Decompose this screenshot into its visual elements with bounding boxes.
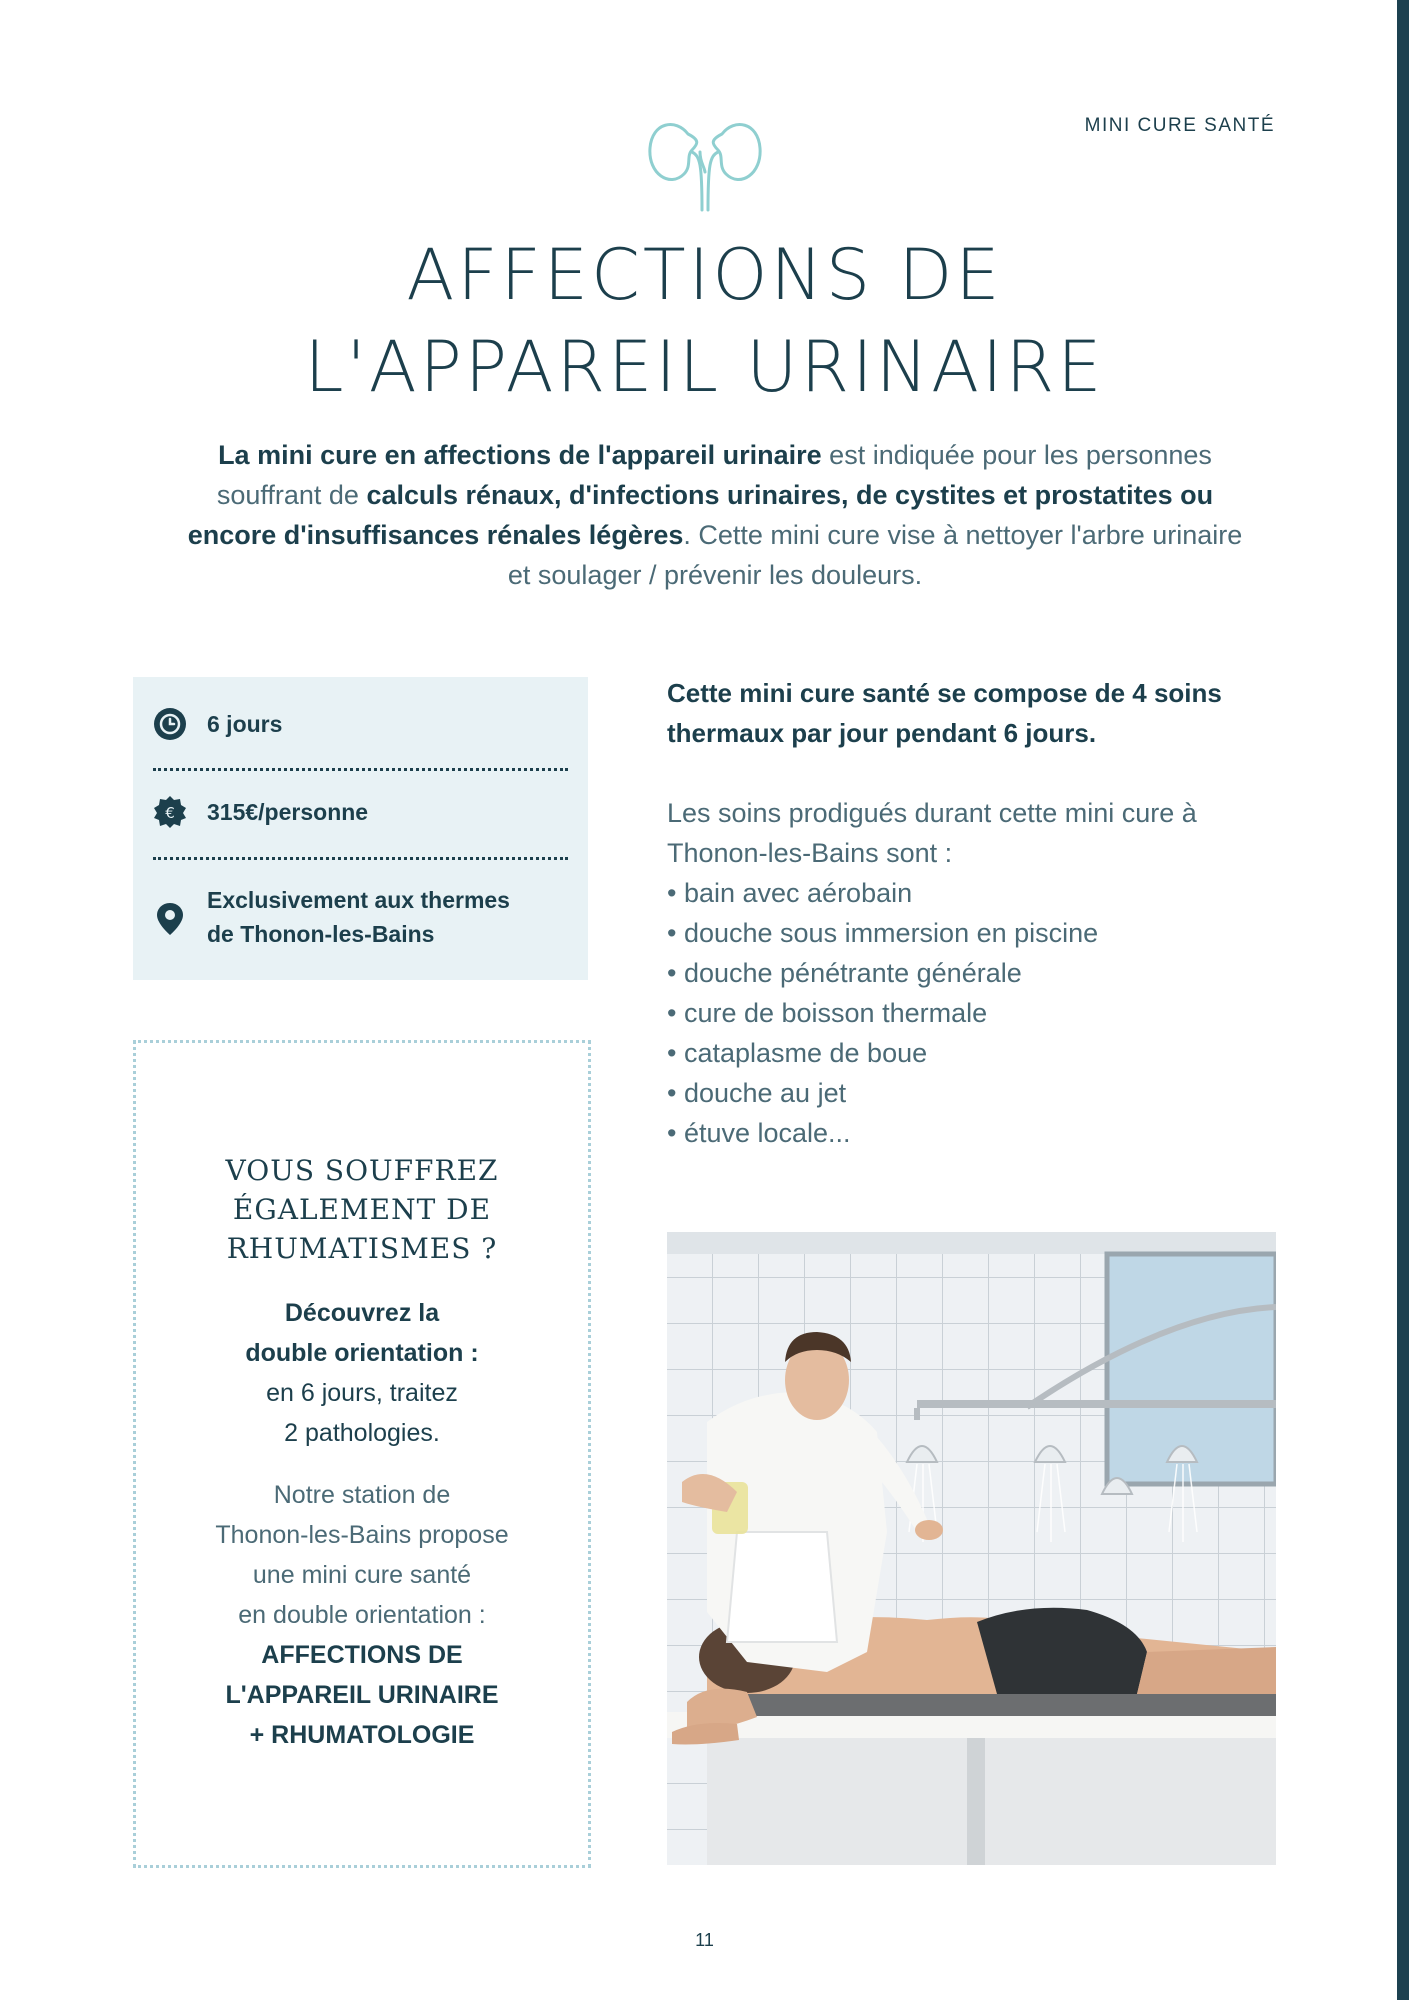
care-item: • cataplasme de boue xyxy=(667,1038,928,1068)
intro-bold-3: calculs rénaux, d'infections urinaires, de cystites et prostatites ou encore d'insuffisances rénales légères xyxy=(187,480,1214,550)
page-title-line2: L'APPAREIL URINAIRE xyxy=(304,326,1105,408)
section-label: MINI CURE SANTÉ xyxy=(1084,115,1275,136)
intro-text-4: . Cette mini cure vise à nettoyer l'arbre urinaire et soulager / prévenir les douleurs. xyxy=(507,520,1243,590)
aside-light-line: en double orientation : xyxy=(238,1601,486,1629)
aside-cta xyxy=(136,1293,588,1453)
dotted-divider xyxy=(153,857,568,860)
location-row xyxy=(153,883,568,951)
care-item: • douche au jet xyxy=(667,1078,847,1108)
care-item: • bain avec aérobain xyxy=(667,878,913,908)
kidney-icon xyxy=(640,112,770,212)
aside-bold-line: double orientation : xyxy=(245,1339,479,1367)
aside-line: 2 pathologies. xyxy=(284,1419,440,1447)
care-item: • étuve locale... xyxy=(667,1118,851,1148)
location-line1: Exclusivement aux thermes xyxy=(207,887,510,913)
price-text: 315€/personne xyxy=(207,799,369,825)
care-item: • douche sous immersion en piscine xyxy=(667,918,1099,948)
care-list xyxy=(667,793,1287,1153)
aside-description xyxy=(136,1475,588,1635)
aside-caps-line: L'APPAREIL URINAIRE xyxy=(225,1681,499,1709)
aside-light-line: Notre station de xyxy=(273,1481,451,1509)
dotted-divider xyxy=(153,768,568,771)
cure-summary: Cette mini cure santé se compose de 4 soins thermaux par jour pendant 6 jours. xyxy=(667,678,1222,748)
care-intro-line: Les soins prodigués durant cette mini cure à xyxy=(667,798,1197,828)
treatment-photo xyxy=(667,1232,1276,1865)
aside-caps-line: + RHUMATOLOGIE xyxy=(249,1721,475,1749)
aside-light-line: Thonon-les-Bains propose xyxy=(215,1521,509,1549)
aside-light-line: une mini cure santé xyxy=(252,1561,472,1589)
page-title-line1: AFFECTIONS DE xyxy=(406,234,1003,316)
clock-icon xyxy=(153,707,187,741)
page-number: 11 xyxy=(695,1930,714,1950)
double-orientation-box xyxy=(133,1040,591,1868)
care-intro-line: Thonon-les-Bains sont : xyxy=(667,838,953,868)
location-pin-icon xyxy=(153,901,187,937)
euro-badge-icon xyxy=(153,795,187,829)
aside-title-line: VOUS SOUFFREZ xyxy=(225,1154,499,1187)
aside-title-line: ÉGALEMENT DE xyxy=(232,1193,492,1226)
aside-line: en 6 jours, traitez xyxy=(266,1379,458,1407)
duration-text: 6 jours xyxy=(207,711,283,737)
care-item: • cure de boisson thermale xyxy=(667,998,988,1028)
info-box xyxy=(133,677,588,980)
aside-orientation xyxy=(136,1635,588,1755)
intro-bold-1: La mini cure en affections de l'appareil urinaire xyxy=(218,440,822,470)
aside-title-line: RHUMATISMES ? xyxy=(226,1232,498,1265)
intro-paragraph xyxy=(185,435,1245,595)
location-line2: de Thonon-les-Bains xyxy=(207,921,435,947)
aside-bold-line: Découvrez la xyxy=(284,1299,440,1327)
price-row xyxy=(153,795,568,829)
aside-title xyxy=(136,1151,588,1268)
intro-text-2: est indiquée pour les personnes souffrant de xyxy=(216,440,1212,510)
care-item: • douche pénétrante générale xyxy=(667,958,1022,988)
aside-caps-line: AFFECTIONS DE xyxy=(261,1641,463,1669)
duration-row xyxy=(153,707,568,741)
svg-text:€: € xyxy=(165,804,175,822)
